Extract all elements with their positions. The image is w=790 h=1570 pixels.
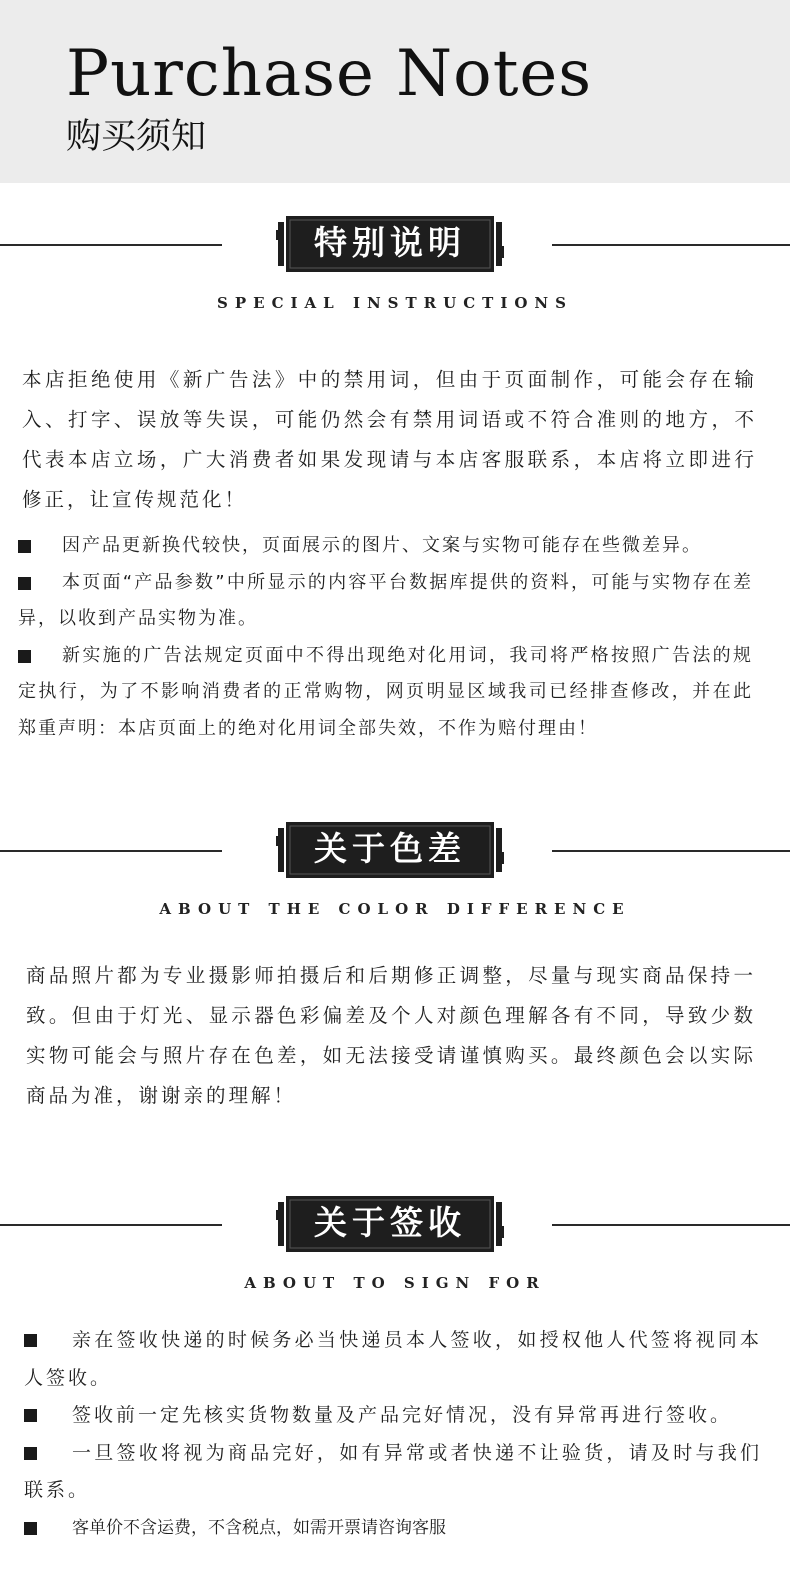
page-title: Purchase Notes — [66, 37, 593, 111]
section-seal-title: 关于签收 — [314, 1203, 466, 1242]
section-paragraph: 本店拒绝使用《新广告法》中的禁用词，但由于页面制作，可能会存在输入、打字、误放等失误，可能仍然会有禁用词语或不符合准则的地方，不代表本店立场，广大消费者如果发现请与本店客服联系，本店将立即进行修正，让宣传规范化！ — [22, 368, 757, 511]
section-english-title: ABOUT TO SIGN FOR — [244, 1274, 546, 1292]
list-item-text: 新实施的广告法规定页面中不得出现绝对化用词，我司将严格按照广告法的规定执行，为了不影响消费者的正常购物，网页明显区域我司已经排查修改，并在此郑重声明：本店页面上的绝对化用词全部失效，不作为赔付理由！ — [18, 644, 753, 739]
section-heading-sign-for — [0, 1192, 790, 1312]
divider-line — [552, 850, 790, 852]
section-heading-special-instructions — [0, 212, 790, 332]
divider-line — [0, 244, 222, 246]
list-item-text: 因产品更新换代较快，页面展示的图片、文案与实物可能存在些微差异。 — [62, 535, 702, 556]
ink-seal-frame-icon — [276, 212, 504, 276]
divider-line — [0, 850, 222, 852]
square-bullet-icon — [24, 1447, 37, 1460]
list-item — [18, 638, 753, 748]
list-item — [24, 1397, 762, 1435]
square-bullet-icon — [18, 650, 31, 663]
section-english-title: SPECIAL INSTRUCTIONS — [217, 294, 573, 312]
divider-line — [552, 244, 790, 246]
list-item-text: 客单价不含运费，不含税点，如需开票请咨询客服 — [72, 1517, 446, 1538]
list-item — [18, 565, 753, 638]
ink-seal-frame-icon — [276, 818, 504, 882]
special-instructions-list — [18, 528, 753, 747]
square-bullet-icon — [24, 1334, 37, 1347]
square-bullet-icon — [24, 1522, 37, 1535]
list-item — [24, 1322, 762, 1397]
list-item — [24, 1510, 762, 1546]
list-item-text: 本页面“产品参数”中所显示的内容平台数据库提供的资料，可能与实物存在差异，以收到产品实物为准。 — [18, 571, 753, 629]
section-seal-title: 关于色差 — [314, 829, 466, 868]
divider-line — [0, 1224, 222, 1226]
divider-line — [552, 1224, 790, 1226]
list-item-text: 亲在签收快递的时候务必当快递员本人签收，如授权他人代签将视同本人签收。 — [24, 1329, 762, 1389]
section-heading-color-difference — [0, 818, 790, 938]
list-item-text: 一旦签收将视为商品完好，如有异常或者快递不让验货，请及时与我们联系。 — [24, 1441, 762, 1501]
square-bullet-icon — [24, 1409, 37, 1422]
square-bullet-icon — [18, 540, 31, 553]
sign-for-list — [24, 1322, 762, 1546]
section-english-title: ABOUT THE COLOR DIFFERENCE — [159, 900, 631, 918]
list-item — [24, 1435, 762, 1510]
list-item-text: 签收前一定先核实货物数量及产品完好情况，没有异常再进行签收。 — [72, 1404, 733, 1426]
list-item — [18, 528, 753, 565]
page-header — [0, 0, 790, 183]
page-subtitle: 购买须知 — [66, 117, 207, 157]
ink-seal-frame-icon — [276, 1192, 504, 1256]
section-seal-title: 特别说明 — [314, 223, 466, 262]
section-paragraph: 商品照片都为专业摄影师拍摄后和后期修正调整，尽量与现实商品保持一致。但由于灯光、显示器色彩偏差及个人对颜色理解各有不同，导致少数实物可能会与照片存在色差，如无法接受请谨慎购买。最终颜色会以实际商品为准，谢谢亲的理解！ — [26, 964, 756, 1107]
square-bullet-icon — [18, 577, 31, 590]
